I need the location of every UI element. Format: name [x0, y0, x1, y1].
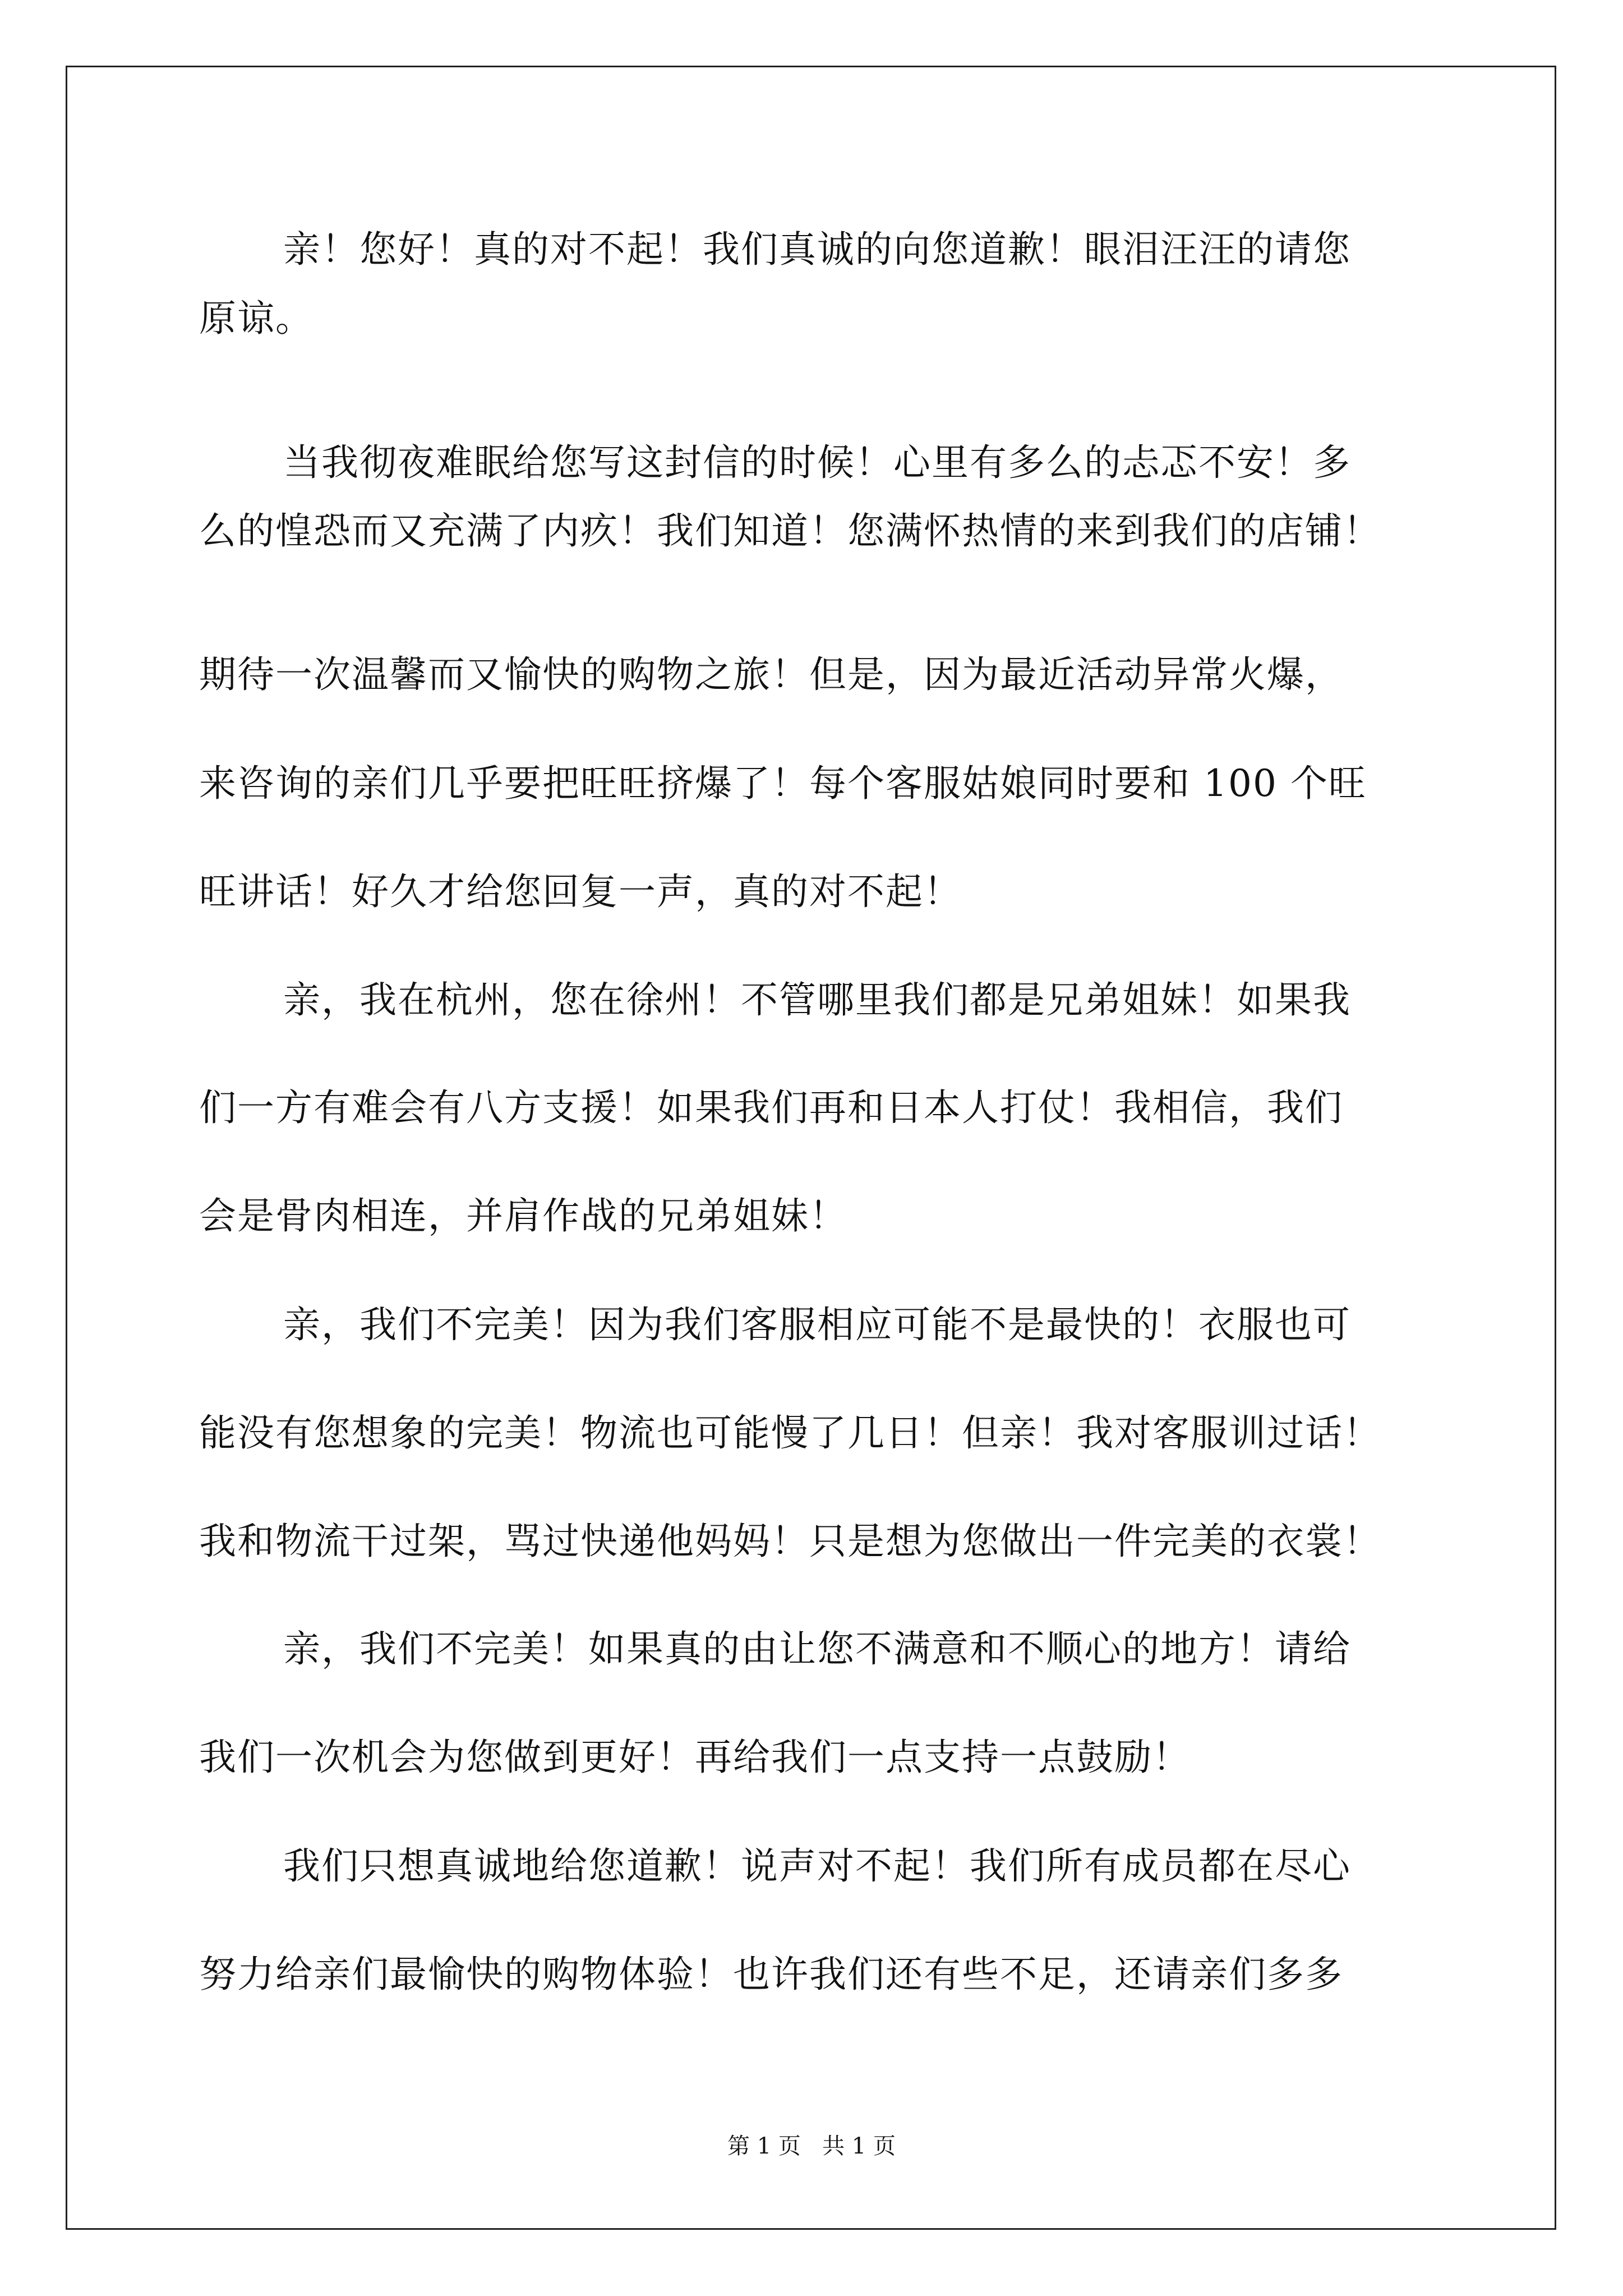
text-line: 能没有您想象的完美！物流也可能慢了几日！但亲！我对客服训过话！	[199, 1411, 1381, 1455]
text-line: 们一方有难会有八方支援！如果我们再和日本人打仗！我相信，我们	[199, 1086, 1343, 1129]
page-number-footer: 第 1 页 共 1 页	[727, 2133, 896, 2159]
text-line: 我和物流干过架，骂过快递他妈妈！只是想为您做出一件完美的衣裳！	[199, 1520, 1381, 1563]
text-line: 来咨询的亲们几乎要把旺旺挤爆了！每个客服姑娘同时要和 100 个旺	[199, 762, 1367, 805]
text-line: 亲，我们不完美！如果真的由让您不满意和不顺心的地方！请给	[283, 1627, 1351, 1671]
text-line: 努力给亲们最愉快的购物体验！也许我们还有些不足，还请亲们多多	[199, 1953, 1343, 1996]
text-line: 期待一次温馨而又愉快的购物之旅！但是，因为最近活动异常火爆，	[199, 653, 1343, 696]
text-line: 亲！您好！真的对不起！我们真诚的向您道歉！眼泪汪汪的请您	[283, 228, 1351, 271]
text-line: 旺讲话！好久才给您回复一声，真的对不起！	[199, 870, 962, 913]
text-line: 亲，我们不完美！因为我们客服相应可能不是最快的！衣服也可	[283, 1303, 1351, 1346]
text-line: 么的惶恐而又充满了内疚！我们知道！您满怀热情的来到我们的店铺！	[199, 509, 1381, 553]
text-line: 当我彻夜难眠给您写这封信的时候！心里有多么的忐忑不安！多	[283, 441, 1351, 484]
text-line: 原谅。	[199, 297, 313, 340]
text-line: 我们一次机会为您做到更好！再给我们一点支持一点鼓励！	[199, 1736, 1191, 1779]
text-line: 亲，我在杭州，您在徐州！不管哪里我们都是兄弟姐妹！如果我	[283, 978, 1351, 1022]
text-line: 我们只想真诚地给您道歉！说声对不起！我们所有成员都在尽心	[283, 1844, 1351, 1888]
text-line: 会是骨肉相连，并肩作战的兄弟姐妹！	[199, 1194, 847, 1237]
